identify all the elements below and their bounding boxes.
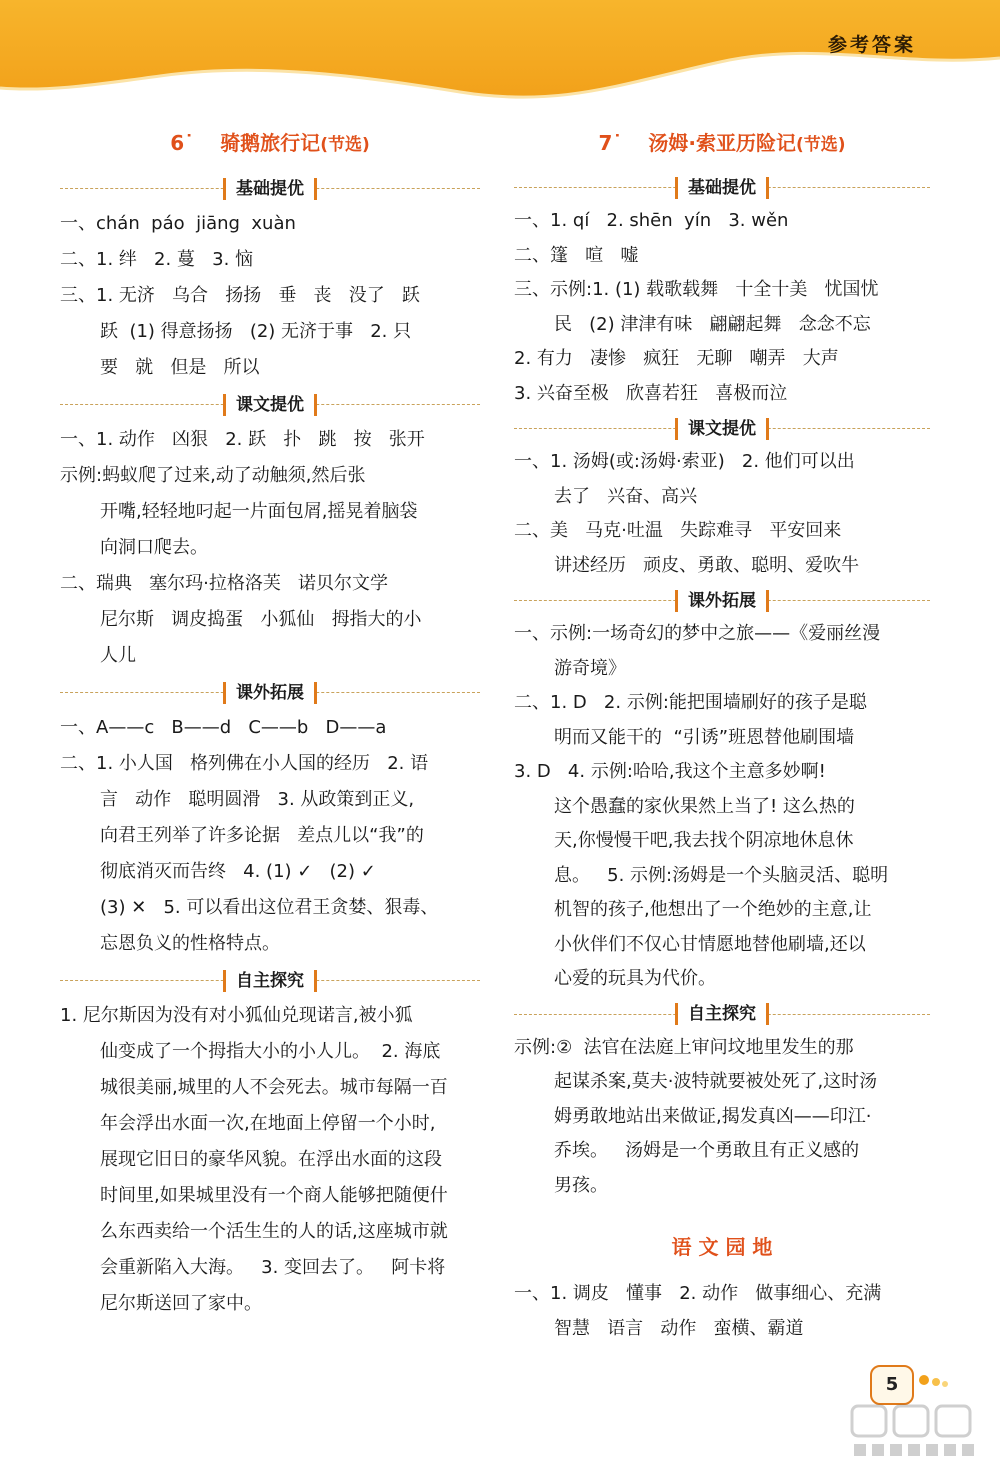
watermark-logo — [844, 1400, 994, 1460]
answer-line: 一、示例:一场奇幻的梦中之旅——《爱丽丝漫 — [514, 623, 881, 644]
header-label: 参考答案 — [827, 34, 916, 56]
answer-line: 姆勇敢地站出来做证,揭发真凶——印江· — [554, 1105, 872, 1127]
answer-line: 心爱的玩具为代价。 — [554, 968, 716, 989]
answer-line: 年会浮出水面一次,在地面上停留一个小时, — [100, 1113, 436, 1134]
section-header — [514, 411, 930, 445]
right-lesson-name: 汤姆·索亚历险记 — [648, 131, 796, 155]
left-column — [60, 128, 480, 1322]
answer-line: 智慧 语言 动作 蛮横、霸道 — [554, 1317, 804, 1339]
answer-line: 去了 兴奋、高兴 — [554, 485, 698, 507]
left-lesson-subtitle: (节选) — [320, 135, 370, 155]
section-header — [60, 674, 480, 710]
answer-line: 民 (2) 津津有味 翩翩起舞 念念不忘 — [554, 313, 871, 335]
answer-line: 1. 尼尔斯因为没有对小狐仙兑现诺言,被小狐 — [60, 1005, 413, 1026]
answer-line: 彻底消灭而告终 4. (1) ✓ (2) ✓ — [100, 861, 376, 882]
section-header — [60, 170, 480, 206]
right-lesson-title — [514, 128, 930, 168]
answer-line: 一、chán páo jiāng xuàn — [60, 213, 296, 234]
left-lesson-number: 6˙ — [170, 131, 195, 155]
answer-line: 男孩。 — [554, 1174, 608, 1196]
answer-line: 跃 (1) 得意扬扬 (2) 无济于事 2. 只 — [100, 321, 412, 342]
answer-line: 城很美丽,城里的人不会死去。城市每隔一百 — [100, 1077, 448, 1098]
answer-line: 三、1. 无济 乌合 扬扬 垂 丧 没了 跃 — [60, 285, 420, 306]
answer-line: 示例:蚂蚁爬了过来,动了动触须,然后张 — [60, 465, 366, 486]
answer-line: 明而又能干的 “引诱”班恩替他刷围墙 — [554, 726, 855, 748]
answer-line: 3. 兴奋至极 欣喜若狂 喜极而泣 — [514, 382, 788, 404]
yuwen-title: 语 文 园 地 — [671, 1235, 773, 1259]
section-gap — [514, 1203, 930, 1225]
answer-line: 展现它旧日的豪华风貌。在浮出水面的这段 — [100, 1149, 442, 1170]
answer-line: 3. D 4. 示例:哈哈,我这个主意多妙啊! — [514, 761, 826, 782]
answer-line: (3) ✕ 5. 可以看出这位君王贪婪、狠毒、 — [100, 897, 439, 918]
left-lesson-title — [60, 128, 480, 168]
answer-line: 要 就 但是 所以 — [100, 357, 260, 378]
answer-line: 示例:② 法官在法庭上审问坟地里发生的那 — [514, 1036, 854, 1058]
answer-line: 息。 5. 示例:汤姆是一个头脑灵活、聪明 — [554, 864, 889, 886]
answer-line: 起谋杀案,莫夫·波特就要被处死了,这时汤 — [554, 1071, 878, 1092]
section-label: 课外拓展 — [223, 682, 317, 704]
answer-line: 天,你慢慢干吧,我去找个阴凉地休息休 — [554, 830, 854, 851]
section-header — [60, 962, 480, 998]
answer-line: 一、1. 动作 凶狠 2. 跃 扑 跳 按 张开 — [60, 429, 425, 450]
answer-line: 尼尔斯 调皮捣蛋 小狐仙 拇指大的小 — [100, 609, 422, 630]
yuwen-lines — [514, 1277, 930, 1346]
answer-line: 时间里,如果城里没有一个商人能够把随便什 — [100, 1185, 448, 1206]
section-label: 基础提优 — [675, 177, 769, 199]
answer-line: 小伙伴们不仅心甘情愿地替他刷墙,还以 — [554, 933, 866, 955]
right-sections — [514, 170, 930, 1203]
section-header — [514, 997, 930, 1031]
section-label: 课外拓展 — [675, 590, 769, 612]
answer-line: 三、示例:1. (1) 载歌载舞 十全十美 忧国忧 — [514, 279, 879, 300]
answer-line: 向洞口爬去。 — [100, 537, 208, 558]
answer-line: 向君王列举了许多论据 差点儿以“我”的 — [100, 825, 424, 846]
answer-line: 乔埃。 汤姆是一个勇敢且有正义感的 — [554, 1140, 860, 1161]
answer-line: 一、1. qí 2. shēn yín 3. wěn — [514, 210, 789, 231]
answer-line: 二、1. D 2. 示例:能把围墙刷好的孩子是聪 — [514, 692, 867, 713]
answer-line: 机智的孩子,他想出了一个绝妙的主意,让 — [554, 899, 872, 920]
section-label: 基础提优 — [223, 178, 317, 200]
section-header — [514, 583, 930, 617]
answer-line: 讲述经历 顽皮、勇敢、聪明、爱吹牛 — [554, 554, 860, 576]
answer-line: 开嘴,轻轻地叼起一片面包屑,摇晃着脑袋 — [100, 501, 418, 522]
left-lesson-name: 骑鹅旅行记 — [220, 131, 321, 155]
section-header — [60, 386, 480, 422]
answer-line: 一、1. 汤姆(或:汤姆·索亚) 2. 他们可以出 — [514, 451, 855, 472]
answer-line: 二、1. 小人国 格列佛在小人国的经历 2. 语 — [60, 753, 429, 774]
answer-line: 仙变成了一个拇指大小的小人儿。 2. 海底 — [100, 1041, 441, 1062]
right-lesson-subtitle: (节选) — [795, 135, 846, 155]
section-label: 课文提优 — [223, 394, 317, 416]
answer-line: 么东西卖给一个活生生的人的话,这座城市就 — [100, 1221, 448, 1242]
section-header — [514, 170, 930, 204]
answer-line: 一、A——c B——d C——b D——a — [60, 717, 387, 738]
answer-line: 人儿 — [100, 645, 136, 666]
section-label: 课文提优 — [675, 418, 769, 440]
answer-line: 言 动作 聪明圆滑 3. 从政策到正义, — [100, 789, 415, 810]
answer-line: 会重新陷入大海。 3. 变回去了。 阿卡将 — [100, 1257, 446, 1278]
right-lesson-number: 7˙ — [598, 131, 623, 155]
right-column — [514, 128, 930, 1346]
answer-line: 尼尔斯送回了家中。 — [100, 1293, 262, 1314]
answer-line: 二、瑞典 塞尔玛·拉格洛芙 诺贝尔文学 — [60, 573, 389, 594]
answer-line: 2. 有力 凄惨 疯狂 无聊 嘲弄 大声 — [514, 348, 839, 369]
answer-line: 忘恩负义的性格特点。 — [100, 933, 280, 954]
answer-line: 这个愚蠢的家伙果然上当了! 这么热的 — [554, 795, 855, 817]
answer-line: 游奇境》 — [554, 657, 626, 679]
answer-line: 二、1. 绊 2. 蔓 3. 恼 — [60, 249, 254, 270]
page-number: 5 — [870, 1365, 914, 1405]
section-label: 自主探究 — [223, 970, 317, 992]
section-label: 自主探究 — [675, 1003, 769, 1025]
decorative-dots-icon — [918, 1372, 948, 1392]
header-band — [0, 0, 1000, 120]
left-sections — [60, 170, 480, 1322]
answer-line: 二、篷 喧 嘘 — [514, 244, 639, 266]
answer-line: 一、1. 调皮 懂事 2. 动作 做事细心、充满 — [514, 1283, 882, 1304]
answer-line: 二、美 马克·吐温 失踪难寻 平安回来 — [514, 520, 842, 541]
